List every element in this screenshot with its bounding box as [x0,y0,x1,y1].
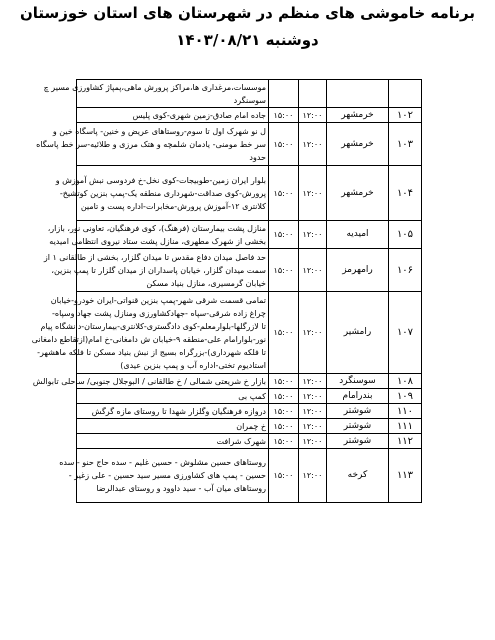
area-line: تا لازرگلها-بلوارمعلم-کوی دادگستری-کلانتری-بیمارستان-دانشگاه پیام [40,321,266,331]
area-line: استادیوم تختی-اداره آب و پمپ بنزین عیدی) [120,360,266,370]
outage-area [32,374,269,389]
end-time: ۱۵:۰۰ [269,249,299,292]
start-time: ۱۲:۰۰ [299,221,327,249]
table-row [77,389,422,404]
row-number [389,80,422,108]
table-row [77,292,422,374]
outage-area [77,108,269,123]
document-date: دوشنبه ۱۴۰۳/۰۸/۲۱ [176,31,319,49]
end-time: ۱۵:۰۰ [269,419,299,434]
city-name: خرمشهر [327,166,389,221]
row-number: ۱۰۵ [389,221,422,249]
start-time: ۱۲:۰۰ [299,434,327,449]
start-time: ۱۲:۰۰ [299,449,327,503]
document-title: برنامه خاموشی های منظم در شهرستان های استان خوزستان [19,4,476,22]
table-row [77,449,422,503]
city-name: شوشتر [327,404,389,419]
area-line: چراغ زاده شرقی-سپاه -جهادکشاورزی ومنازل پشت جهاد وسپاه- [51,308,266,318]
outage-area [77,389,269,404]
end-time: ۱۵:۰۰ [269,374,299,389]
city-name: کرخه [327,449,389,503]
end-time: ۱۵:۰۰ [269,449,299,503]
table-row [77,404,422,419]
outage-area [77,404,269,419]
city-name: بندرامام [327,389,389,404]
city-name: رامهرمز [327,249,389,292]
city-name: شوشتر [327,419,389,434]
end-time [269,80,299,108]
start-time [299,80,327,108]
table-row [77,166,422,221]
area-line: بلوار ایران زمین-طوبیجات-کوی نخل-خ فردوسی نبش آموزش و [55,175,266,185]
area-line: کمپ بی [238,391,266,401]
row-number: ۱۰۴ [389,166,422,221]
start-time: ۱۲:۰۰ [299,374,327,389]
area-line: بازار خ شریعتی شمالی / خ طالقانی / البوجلال جنوبی/ ساحلی تابوالش [32,376,266,386]
area-line: روستاهای میان آب - سید داوود و روستای عبدالرضا [96,484,266,493]
start-time: ۱۲:۰۰ [299,404,327,419]
row-number: ۱۰۲ [389,108,422,123]
city-name: امیدیه [327,221,389,249]
end-time: ۱۵:۰۰ [269,123,299,166]
table-row [77,374,422,389]
area-line: بخشی از شهرک مطهری، منازل پشت ستاد نیروی انتظامی امیدیه [49,236,266,246]
area-line: موسسات،مرغداری ها،مراکز پرورش ماهی،پمپاژ کشاورزی مسیر چ [43,82,266,92]
end-time: ۱۵:۰۰ [269,404,299,419]
area-line: جاده امام صادق-زمین شهری-کوی پلیس [132,110,266,120]
outage-area [55,166,269,221]
area-line: نور-بلوارامام علی-منطقه ۹-خیابان ش دامغانی-خ امام(ازتقاطع دامغانی [31,334,266,344]
area-line: تا فلکه شهرداری)-بزرگراه بسیج از نبش بنیاد مسکن تا فلکه ماهشهر- [37,347,266,357]
area-line: ل نو شهرک اول تا سوم-روستاهای عریض و خنین- پاسگاه خین و [52,126,266,136]
city-name: سوسنگرد [327,374,389,389]
start-time: ۱۲:۰۰ [299,166,327,221]
row-number: ۱۱۳ [389,449,422,503]
city-name: خرمشهر [327,123,389,166]
table-body [31,80,422,503]
outage-schedule-table [31,79,422,503]
end-time: ۱۵:۰۰ [269,166,299,221]
start-time: ۱۲:۰۰ [299,249,327,292]
start-time: ۱۲:۰۰ [299,108,327,123]
start-time: ۱۲:۰۰ [299,292,327,374]
start-time: ۱۲:۰۰ [299,389,327,404]
row-number: ۱۰۷ [389,292,422,374]
table-row [77,419,422,434]
area-line: سر خط مومنی- یادمان شلمچه و هتک مرزی و طلائیه-سر خط پاسگاه [36,139,266,149]
city-name [327,80,389,108]
area-line: کلانتری ۱۲-آموزش پرورش-مخابرات-اداره پست و تامین [80,201,266,211]
area-line: تمامی قسمت شرقی شهر-پمپ بنزین قنواتی-ایران خودرو-خیابان [50,295,266,305]
area-line: خ چمران [236,421,266,431]
table-row [77,123,422,166]
outage-area [43,80,269,108]
outage-area [31,292,269,374]
area-line: دروازه فرهنگیان وگلزار شهدا تا روستای مازه گرگش [91,406,266,416]
area-line: حدود [249,152,266,162]
row-number: ۱۱۲ [389,434,422,449]
city-name: رامشیر [327,292,389,374]
city-name: خرمشهر [327,108,389,123]
outage-area [77,419,269,434]
start-time: ۱۲:۰۰ [299,419,327,434]
outage-area [77,434,269,449]
end-time: ۱۵:۰۰ [269,221,299,249]
area-line: سوسنگرد [233,95,266,105]
row-number: ۱۱۱ [389,419,422,434]
row-number: ۱۰۶ [389,249,422,292]
outage-area [47,221,269,249]
outage-area [36,123,269,166]
table-row [77,221,422,249]
area-line: خیابان گرمسیری، منازل بنیاد مسکن [146,278,266,288]
end-time: ۱۵:۰۰ [269,389,299,404]
end-time: ۱۵:۰۰ [269,292,299,374]
outage-area [59,449,269,503]
area-line: شهرک شرافت [216,436,266,446]
area-line: حد فاصل میدان دفاع مقدس تا میدان گلزار، بخشی از طالقانی ۱ از [43,252,266,262]
table-row [77,108,422,123]
row-number: ۱۰۸ [389,374,422,389]
area-line: حسین - پمپ های کشاورزی مسیر سید حسین - علی زغیر - [68,471,266,480]
row-number: ۱۰۳ [389,123,422,166]
area-line: منازل پشت بیمارستان (فرهنگ)، کوی فرهنگیان، تعاونی نور، بازار، [47,223,266,233]
area-line: پرورش-کوی صداقت-شهرداری منطقه یک-پمپ بنزین کوتشیخ- [59,188,266,198]
table-row [77,80,422,108]
outage-area [43,249,269,292]
table-row [77,249,422,292]
end-time: ۱۵:۰۰ [269,434,299,449]
table-row [77,434,422,449]
start-time: ۱۲:۰۰ [299,123,327,166]
area-line: سمت میدان گلزار، خیابان پاسداران از میدان گلزار تا پمپ بنزین، [51,265,266,275]
area-line: روستاهای حسین مشلوش - حسین غلیم - سده حاج حنو - سده [59,458,266,467]
end-time: ۱۵:۰۰ [269,108,299,123]
row-number: ۱۱۰ [389,404,422,419]
row-number: ۱۰۹ [389,389,422,404]
city-name: شوشتر [327,434,389,449]
